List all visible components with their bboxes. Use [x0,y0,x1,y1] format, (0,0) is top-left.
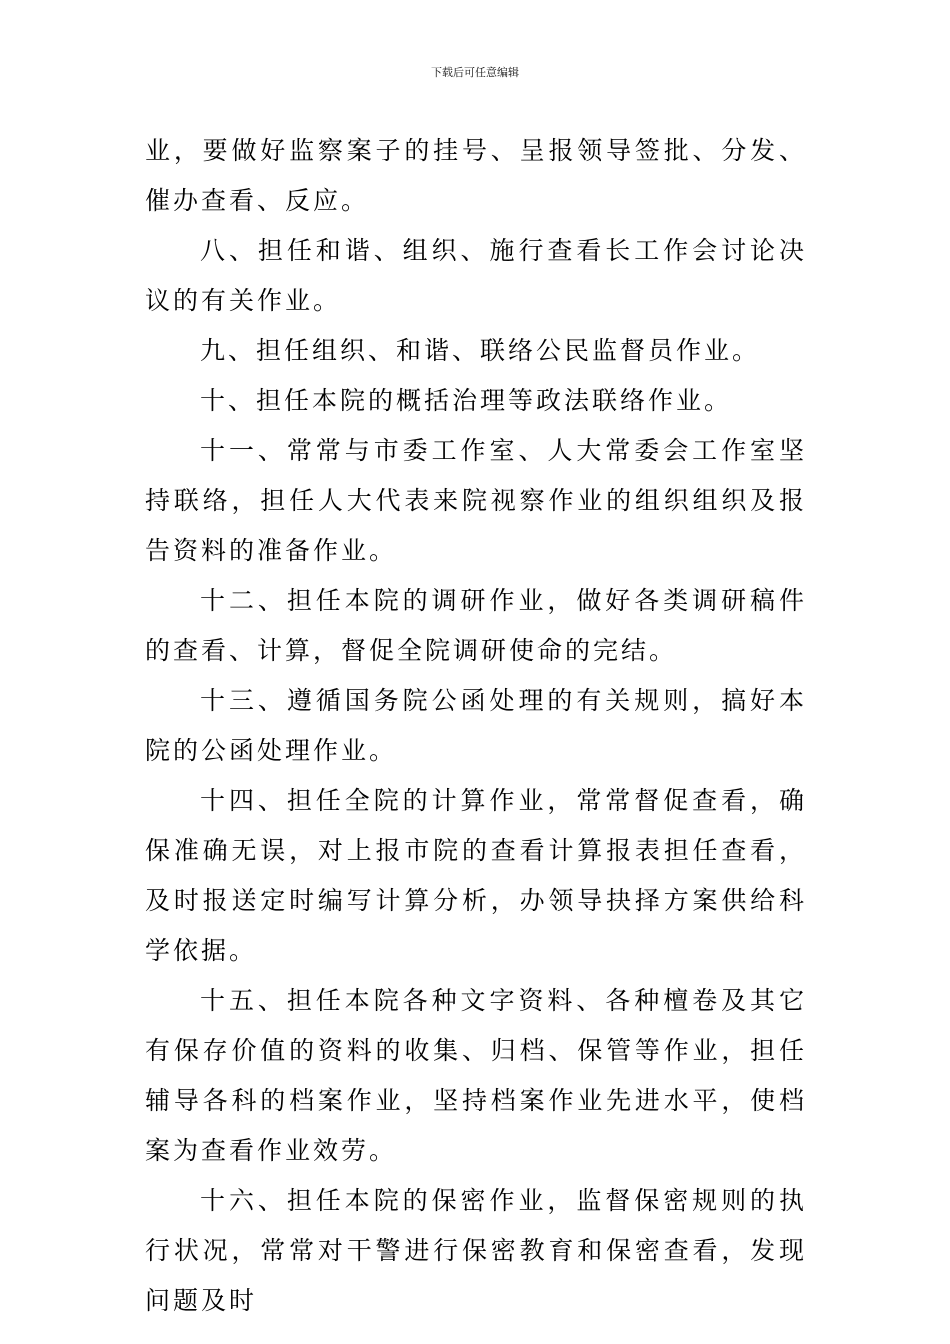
paragraph: 十四、担任全院的计算作业，常常督促查看，确保准确无误，对上报市院的查看计算报表担任查看，及时报送定时编写计算分析，办领导抉择方案供给科学依据。 [145,786,807,965]
page-header: 下载后可任意编辑 [431,66,519,79]
paragraph: 八、担任和谐、组织、施行查看长工作会讨论决议的有关作业。 [145,236,807,315]
paragraph: 十六、担任本院的保密作业，监督保密规则的执行状况，常常对干警进行保密教育和保密查看，发现问题及时 [145,1186,807,1315]
document-body [145,126,807,1326]
paragraph: 十一、常常与市委工作室、人大常委会工作室坚持联络，担任人大代表来院视察作业的组织组织及报告资料的准备作业。 [145,436,807,565]
paragraph: 业，要做好监察案子的挂号、呈报领导签批、分发、催办查看、反应。 [145,136,807,215]
paragraph: 十五、担任本院各种文字资料、各种檀卷及其它有保存价值的资料的收集、归档、保管等作业，担任辅导各科的档案作业，坚持档案作业先进水平，使档案为查看作业效劳。 [145,986,807,1165]
paragraph: 十三、遵循国务院公函处理的有关规则，搞好本院的公函处理作业。 [145,686,807,765]
paragraph: 十、担任本院的概括治理等政法联络作业。 [200,386,733,415]
paragraph: 十二、担任本院的调研作业，做好各类调研稿件的查看、计算，督促全院调研使命的完结。 [145,586,807,665]
paragraph: 九、担任组织、和谐、联络公民监督员作业。 [200,336,761,365]
